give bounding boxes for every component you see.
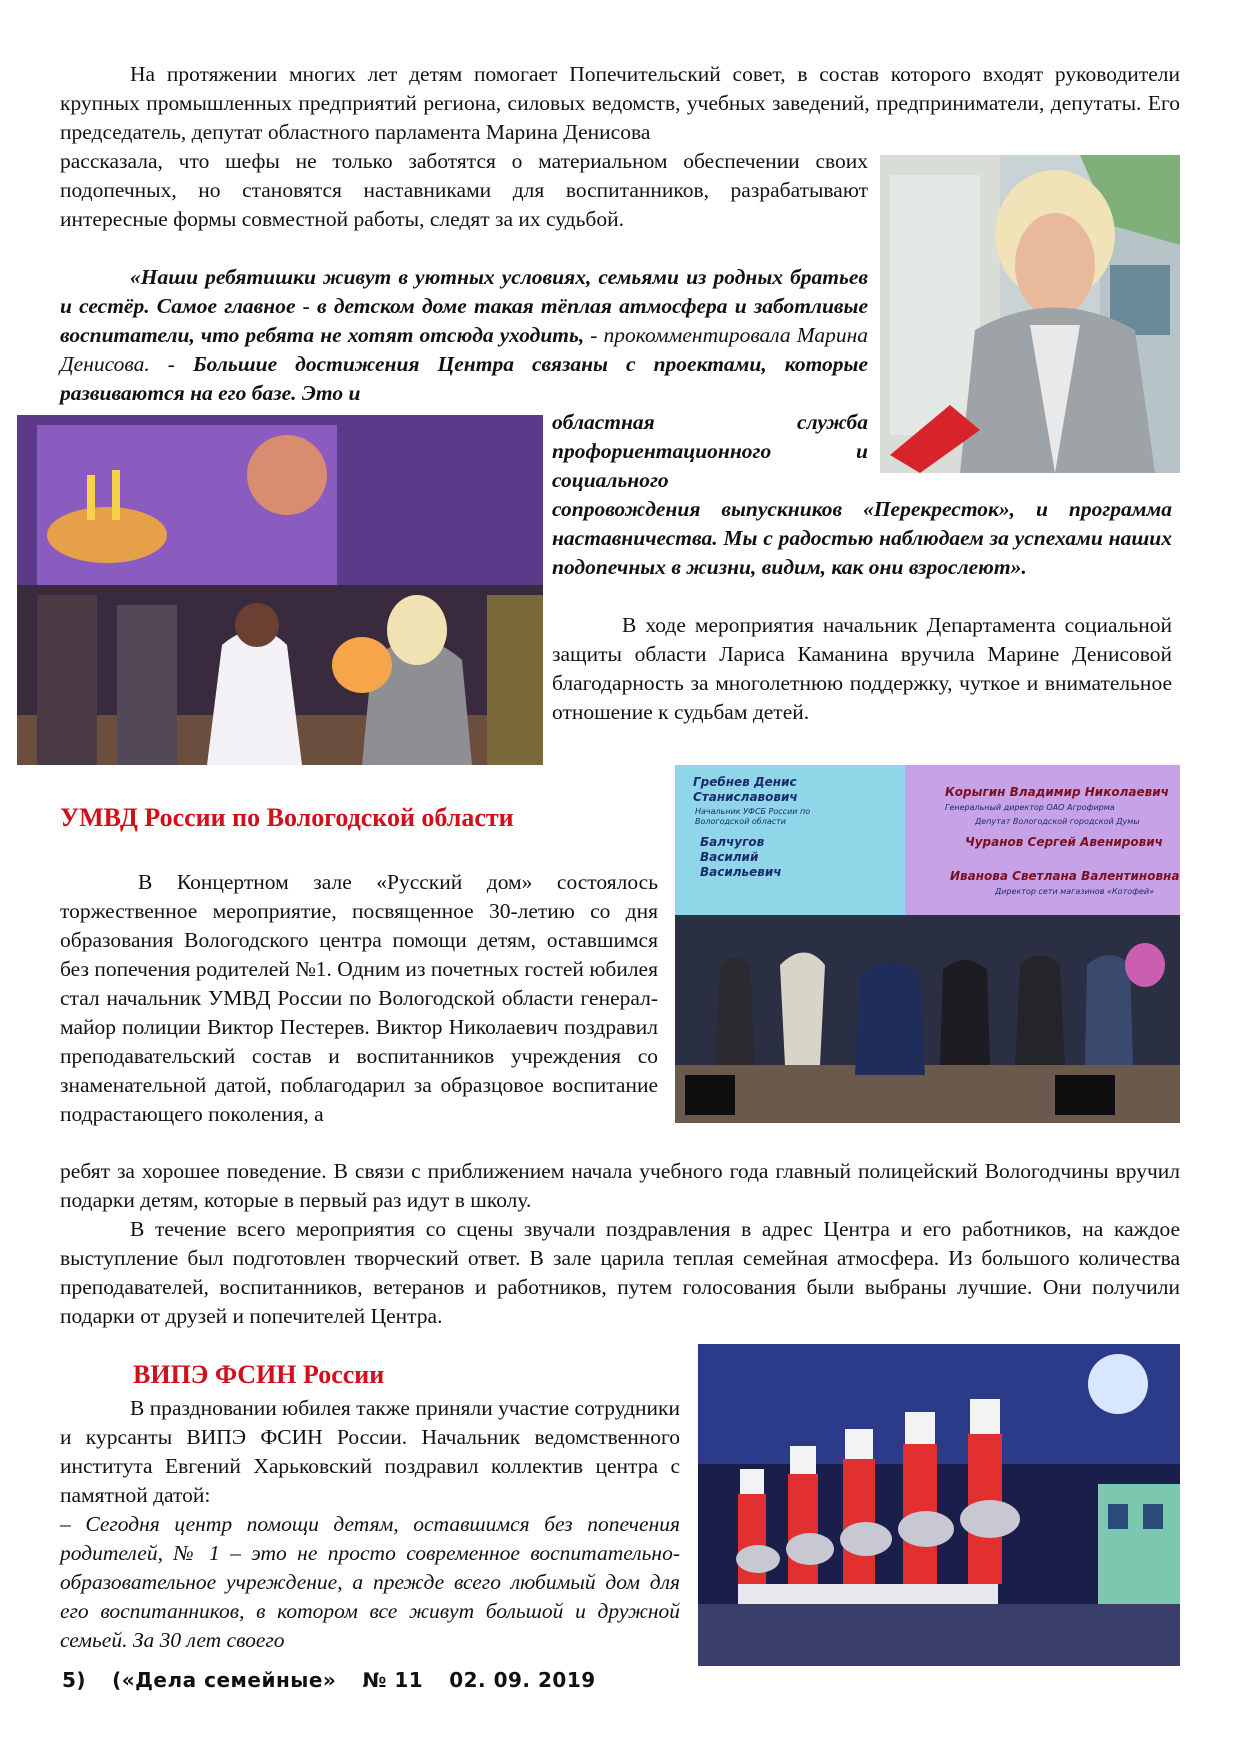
screen-name-4: Чуранов Сергей Авенирович: [965, 835, 1163, 849]
screen-caption-3: Депутат Вологодской городской Думы: [975, 817, 1140, 826]
photo-award-ceremony: [17, 415, 543, 765]
screen-name-1: Гребнев Денис Станиславович: [693, 775, 798, 804]
umvd-paragraph-2: В течение всего мероприятия со сцены звучали поздравления в адрес Центра и его работников, на каждое выступление был подготовлен творческий ответ. В зале царила теплая семейная атмосфера. Из большого количества преподавателей, воспитанников, ветеранов и работников, путем голосования были выбраны лучшие. Они получили подарки от друзей и попечителей Центра.: [60, 1217, 1180, 1328]
photo-stage-guests: [675, 765, 1180, 1123]
screen-name-3: Корыгин Владимир Николаевич: [945, 785, 1169, 799]
screen-caption-2: Генеральный директор ОАО Агрофирма: [945, 803, 1115, 812]
screen-caption-1: Начальник УФСБ России по Вологодской области: [695, 807, 811, 826]
intro-paragraph-2: В ходе мероприятия начальник Департамента социальной защиты области Лариса Каманина вручила Марине Денисовой благодарность за многолетнюю поддержку, чуткое и внимательное отношение к судьбам детей.: [552, 613, 1172, 724]
photo-drummers-performance: [698, 1344, 1180, 1666]
photo-denisova-interview: [880, 155, 1180, 473]
stage-screen-names: [675, 765, 1180, 915]
section-heading-umvd: УМВД России по Вологодской области: [60, 803, 514, 832]
intro-quote-narrow: областная служба профориентационного и социального: [552, 410, 868, 492]
footer-issue-number: № 11: [362, 1668, 424, 1692]
footer-newspaper-title: («Дела семейные»: [112, 1668, 337, 1692]
intro-paragraph-1: На протяжении многих лет детям помогает Попечительский совет, в состав которого входят руководители крупных промышленных предприятий региона, силовых ведомств, учебных заведений, предприниматели, депутаты. Его председатель, депутат областного парламента Марина Денисова: [60, 62, 1180, 144]
vipe-quote: – Сегодня центр помощи детям, оставшимся без попечения родителей, № 1 – это не просто современное воспитательно-образовательное учреждение, а прежде всего любимый дом для его воспитанников, в котором все живут большой и дружной семьей. За 30 лет своего: [60, 1512, 680, 1652]
quote-part-a: «Наши ребятишки живут в уютных условиях, семьями из родных братьев и сестёр. Самое главное - в детском доме такая тёплая атмосфера и заботливые воспитатели, что ребята не хотят отсюда уходить,: [60, 265, 868, 347]
footer-page-number: 5): [62, 1668, 87, 1692]
page-footer: [62, 1668, 622, 1692]
quote-attribution: - прокомментировала Марина Денисова. -: [60, 323, 869, 376]
intro-quote: [60, 263, 868, 408]
umvd-paragraph-1: В Концертном зале «Русский дом» состоялось торжественное мероприятие, посвященное 30-летию со дня образования Вологодского центра помощи детям, оставшимся без попечения родителей №1. Одним из почетных гостей юбилея стал начальник УМВД России по Вологодской области генерал-майор полиции Виктор Пестерев. Виктор Николаевич поздравил преподавательский состав и воспитанников учреждения со знаменательной датой, поблагодарил за образцовое воспитание подрастающего поколения, а: [60, 870, 658, 1126]
quote-part-b: Большие достижения Центра связаны с проектами, которые развиваются на его базе. Это и: [60, 352, 868, 405]
umvd-paragraph-1-continued: ребят за хорошее поведение. В связи с приближением начала учебного года главный полицейский Вологодчины вручил подарки детям, которые в первый раз идут в школу.: [60, 1159, 1180, 1212]
footer-date: 02. 09. 2019: [449, 1668, 596, 1692]
intro-paragraph-1-continued: рассказала, что шефы не только заботятся о материальном обеспечении своих подопечных, но становятся наставниками для воспитанников, разрабатывают интересные формы совместной работы, следят за их судьбой.: [60, 149, 868, 231]
vipe-paragraph-1: В праздновании юбилея также приняли участие сотрудники и курсанты ВИПЭ ФСИН России. Начальник ведомственного института Евгений Харьковский поздравил коллектив центра с памятной датой:: [60, 1396, 680, 1507]
screen-name-5: Иванова Светлана Валентиновна: [950, 869, 1180, 883]
screen-caption-4: Директор сети магазинов «Котофей»: [995, 887, 1155, 896]
section-heading-vipe: ВИПЭ ФСИН России: [133, 1360, 385, 1389]
intro-quote-end: сопровождения выпускников «Перекресток», и программа наставничества. Мы с радостью наблюдаем за успехами наших подопечных в жизни, видим, как они взрослеют».: [552, 497, 1172, 579]
screen-name-2: Балчугов Василий Васильевич: [700, 835, 782, 879]
